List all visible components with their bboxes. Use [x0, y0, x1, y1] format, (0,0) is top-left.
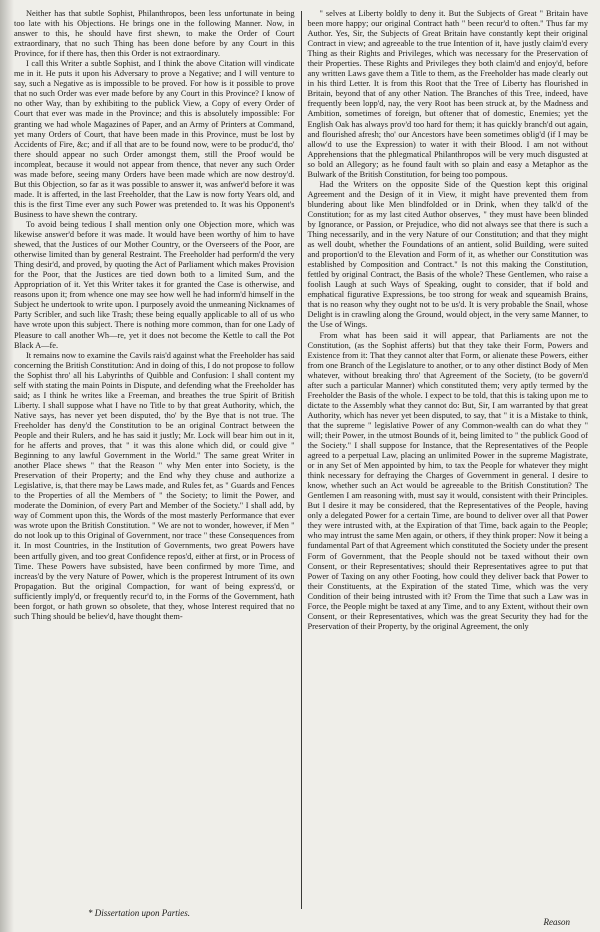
- paragraph: It remains now to examine the Cavils rais'd against what the Freeholder has said concerning the British Constitution: And in doing of this, I do not propose to follow the Sophist thro' all his Labyrinths of Quibble and Confusion: I shall content my self with stating the main Points in Dispute, and defending what the Freeholder has said; as I think he writes like a Freeman, and breathes the true Spirit of British Liberty. I shall suppose what I have no Title to by that great Authority, which, the Native says, has never yet been disputed, tho' by the Bye that is not true. The Freeholder has deny'd the Constitution to be an original Contract between the People and their Rulers, and he has said it justly; Mr. Lock will bear him out in it, for he afferts and proves, that " it was this alone which did, or could give " Beginning to any lawful Government in the World." The same great Writer in another Place shews " that the Reason " why Men enter into Society, is the Preservation of their Property; and the End why they chuse and authorize a Legislative, is, that there may be Laws made, and Rules fet, as " Guards and Fences to the Properties of all the Members of " the Society; to limit the Power, and moderate the Dominion, of every Part and Member of the Society." I shall add, by way of Comment upon this, the Words of the most masterly Performance that ever was wrote upon the British Constitution. " We are not to wonder, however, if Men " do not look up to this Original of Government, nor trace " these Consequences from it. In most Countries, in the Institution of Governments, two great Powers have been artfully given, and too great Confidence repos'd, either at first, or in Process of Time. These Powers have subsisted, have been confirmed by more Time, and increas'd by the very Nature of Power, which is the properest Intrument of its own Propagation. But the original Compaction, for want of being express'd, or sufficiently imply'd, or frequently recur'd to, in the Forms of the Government, hath been forgot, or hath grown so obsolete, that they, whose Interest required that no such Thing should be believ'd, have thought them-: [14, 350, 295, 621]
- paragraph: To avoid being tedious I shall mention only one Objection more, which was likewise answer'd before it was made. It would have been worthy of him to have shewed, that the Justices of our Mother Country, or the Overseers of the Poor, are otherwise limited than by general Restraint. The Freeholder had perform'd the very Thing desir'd, and proved, by quoting the Act of Parliament which makes Provision for the Poor, that the Justices are tied down both to a limited Sum, and the Appropriation of it. Yet this Writer takes it for granted the Case is otherwise, and reasons upon it; from whence one may see how well he had inform'd himself in the Subject he undertook to write upon. I purposely avoid the unmeaning Nicknames of Party Scribler, and such like Trash; these being equally applicable to all of us who have wrote upon this subject. There is nothing more common, than for one Lady of Pleasure to call another Wh—re, yet it does not become the Kettle to call the Pot Black A—fe.: [14, 219, 295, 350]
- paragraph: Had the Writers on the opposite Side of the Question kept this original Agreement and the Design of it in View, it might have prevented them from blundering about like Men blindfolded or in Drink, when they talk'd of the Constitution; for as my last cited Author observes, " they must have been blinded by Ignorance, or Passion, or Prejudice, who did not always see that there is such a Thing necessarily, and in the very Nature of our Constitution; and that they might as well doubt, whether the Foundations of an antient, solid Building, were suited and proportion'd to the Elevation and Form of it, as whether our Constitution was established by Composition and Contract." Is not this making the Constitution, fettled by original Contract, the Basis of the whole? These Gentlemen, who raise a foolish Laugh at such Ways of Speaking, ought to consider, that if bold and emphatical figurative Expressions, be too strong for weak and squeamish Brains, that is no reason why they ought not to be us'd. It is very probable the Snail, whose Delight is in crawling along the Ground, would object, in the very same Manner, to the Use of Wings.: [307, 179, 588, 330]
- text-columns: [14, 9, 588, 909]
- footnote: * Dissertation upon Parties.: [88, 908, 191, 918]
- left-column: [14, 9, 301, 909]
- paragraph: From what has been said it will appear, that Parliaments are not the Constitution, (as the Sophist afferts) but that they take their Form, Powers and Existence from it: That they cannot alter that Form, or alienate these Powers, either from one Branch of the Legislature to another, or to any other distinct Body of Men whatever, without breaking thro' that Agreement of the Society, (to be govern'd after such a particular Manner) which constituted them; very aptly termed by the Freeholder the Basis of the whole. I expect to be told, that this is taking upon me to dictate to the Assembly what they cannot do: But, Sir, I am warranted by that great Authority, which has never yet been disputed, to say, that " it is a Mistake to think, that the supreme " legislative Power of any Common-wealth can do what they " will; their Power, in the utmost Bounds of it, being limited to " the publick Good of the Society." I shall suppose for Instance, that the Representatives of the People agreed to a perpetual Law, placing an unlimited Power in the supreme Magistrate, or in any Set of Men appointed by him, to tax the People for whatever they might think necessary for defraying the Charges of Government in general. I desire to know, whether such an Act would be agreeable to the British Constitution? The Gentlemen I am reasoning with, must say it would, consistent with their Principles. But I desire it may be considered, that the Representatives of the People, having only a delegated Power for a certain Time, are bound to deliver over all that Power they were intrusted with, at the Expiration of that Time, back again to the People; who may intrust the same Men again, or others, if they think proper: Now it being a fundamental Part of that Agreement which constituted the Society under the present Form of Government, that the People should not be taxed without their own Consent, or their Representatives; should their Representatives agree to put that Power of Taxing on any other Footing, how could they deliver back that Power to their Constituents, at the Expiration of the stated Time, which was the very Condition of their being intrusted with it? From the Time that such a Law was in Force, the People might be taxed at any Time, and to any Extent, without their own Consent, or their Representatives, which was the great Security they had for the Preservation of their Property, by the original Agreement, the only: [307, 330, 588, 631]
- paragraph: " selves at Liberty boldly to deny it. But the Subjects of Great " Britain have been more happy; our original Contract hath " been recur'd to often." Thus far my Author. Yes, Sir, the Subjects of Great Britain have constantly kept their original Contract in view; and agreeable to the true Intention of it, have justly claim'd every Thing as their Rights and Privileges, which was necessary for the Preservation of their Properties. These Rights and Privileges they both claim'd and enjoy'd, before any written Laws gave them a Title to them, as the Freeholder has made clearly out in his third Letter. It is from this Root that the Tree of Liberty has flourished in Britain, beyond that of any other Nation. The Branches of this Tree, indeed, have frequently been lopp'd, nay, the very Root has been struck at, by the Madness and Ambition, sometimes of foreign, but oftener that of domestic, Enemies; yet the English Oak has always prov'd too hard for them; it has quickly branch'd out again, and flourished afresh; tho' our Ancestors have been sometimes oblig'd (if I may be allow'd to use the Expression) to water it with their Blood. I am not without Apprehensions that the phlegmatical Philanthropos will be very much disgusted at so bold an Allegory; as he found fault with so plain and easy a Metaphor as the Bulwark of the British Constitution, for being too pompous.: [307, 9, 588, 179]
- right-column: [302, 9, 589, 909]
- paragraph: I call this Writer a subtle Sophist, and I think the above Citation will vindicate me in it. He puts it upon his Adversary to prove a Negative; and I will venture to say, such a Negative as is impossible to be proved. For how is it possible to prove that no such Order was ever made before by any Court in this Province? I know of no other Way, than by exhibiting to the publick View, a Copy of every Order of Court that ever was made in the Province; and this is absolutely impossible: For granting we had whole Magazines of Paper, and an Army of Printers at Command, yet many Orders of Court, that have been made in this Province, must be lost by Accidents of Fire, &c; and if all that are to be found now, were to be produc'd, tho' there should appear no such Order amongst them, still the Proof would be incompleat, because it would not appear from thence, that never any such Order was made before, seeing many Orders have been made which are now destroy'd. But this Objection, so far as it was possible to answer it, was anfwer'd before it was made. It is afferted, in the last Freeholder, that the Law is now forty Years old, and this is the first Time ever any such Power was pretended to. It was his Opponent's Business to have shewn the contrary.: [14, 59, 295, 219]
- paragraph: Neither has that subtle Sophist, Philanthropos, been less unfortunate in being too late with his Objections. He brings one in the following Manner. Now, in answer to this, he should have first shewn, to make the Order of Court extraordinary, that no such Thing has been done before by any Court in this Province, for if there has, then this Order is not extraordinary.: [14, 9, 295, 59]
- scan-gutter-shadow: [0, 0, 14, 932]
- catchword: Reason: [543, 917, 570, 927]
- page-footer: [0, 908, 600, 928]
